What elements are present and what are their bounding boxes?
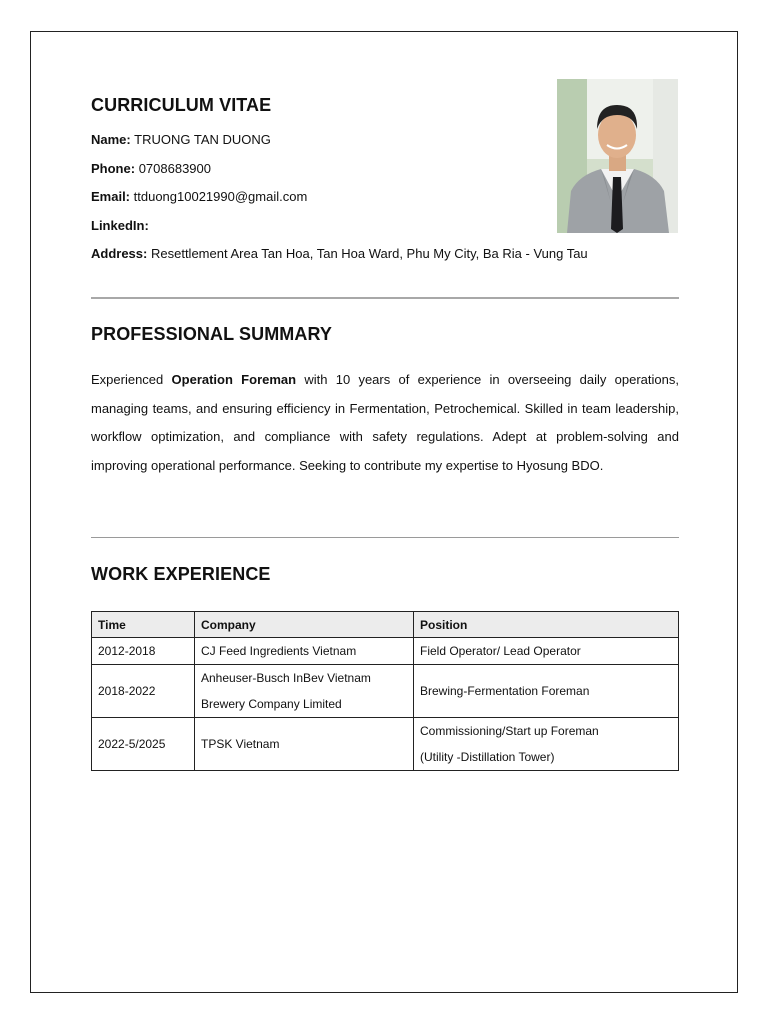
email-label: Email: <box>91 189 131 204</box>
table-row <box>92 638 679 665</box>
header-company: Company <box>195 612 414 638</box>
cell-position: Brewing-Fermentation Foreman <box>414 665 679 718</box>
profile-photo <box>557 79 678 233</box>
cell-position-line1: Commissioning/Start up Foreman <box>420 724 599 738</box>
name-value: TRUONG TAN DUONG <box>134 132 271 147</box>
linkedin-label: LinkedIn: <box>91 218 149 233</box>
cv-title: CURRICULUM VITAE <box>91 95 272 115</box>
cell-company-line2: Brewery Company Limited <box>201 697 342 711</box>
cell-company: TPSK Vietnam <box>195 718 414 771</box>
address-label: Address: <box>91 246 148 261</box>
cell-time: 2018-2022 <box>92 665 195 718</box>
address-line <box>91 246 588 261</box>
cell-company: CJ Feed Ingredients Vietnam <box>195 638 414 665</box>
summary-text-bold: Operation Foreman <box>171 372 297 387</box>
cell-company <box>195 665 414 718</box>
table-row <box>92 718 679 771</box>
table-header-row <box>92 612 679 638</box>
work-experience-table <box>91 611 679 771</box>
section-divider <box>91 537 679 538</box>
summary-paragraph <box>91 366 679 480</box>
cell-position <box>414 718 679 771</box>
name-label: Name: <box>91 132 131 147</box>
table-row <box>92 665 679 718</box>
cell-position-line2: (Utility -Distillation Tower) <box>420 750 555 764</box>
cell-time: 2022-5/2025 <box>92 718 195 771</box>
summary-text-before: Experienced <box>91 372 172 387</box>
summary-text-after: with 10 years of experience in overseeing daily operations, managing teams, and ensuring efficiency in Fermentation, Petrochemical. Skilled in team leadership, workflow optimization, and compliance with safety regulations. Adept at problem-solving and improving operational performance. Seeking to contribute my expertise to Hyosung BDO. <box>91 372 679 473</box>
address-value: Resettlement Area Tan Hoa, Tan Hoa Ward, Phu My City, Ba Ria - Vung Tau <box>150 246 588 261</box>
header-position: Position <box>414 612 679 638</box>
email-value[interactable]: ttduong10021990@gmail.com <box>133 189 308 204</box>
experience-title: WORK EXPERIENCE <box>91 564 271 584</box>
phone-line <box>91 161 211 176</box>
linkedin-line <box>91 218 149 233</box>
summary-title: PROFESSIONAL SUMMARY <box>91 324 333 344</box>
person-portrait-icon <box>557 79 678 233</box>
cell-position: Field Operator/ Lead Operator <box>414 638 679 665</box>
email-line <box>91 189 307 204</box>
cell-time: 2012-2018 <box>92 638 195 665</box>
cell-company-line1: Anheuser-Busch InBev Vietnam <box>201 671 371 685</box>
name-line <box>91 132 271 147</box>
phone-label: Phone: <box>91 161 136 176</box>
cv-page <box>30 31 738 993</box>
phone-value: 0708683900 <box>138 161 211 176</box>
header-time: Time <box>92 612 195 638</box>
section-divider <box>91 297 679 299</box>
